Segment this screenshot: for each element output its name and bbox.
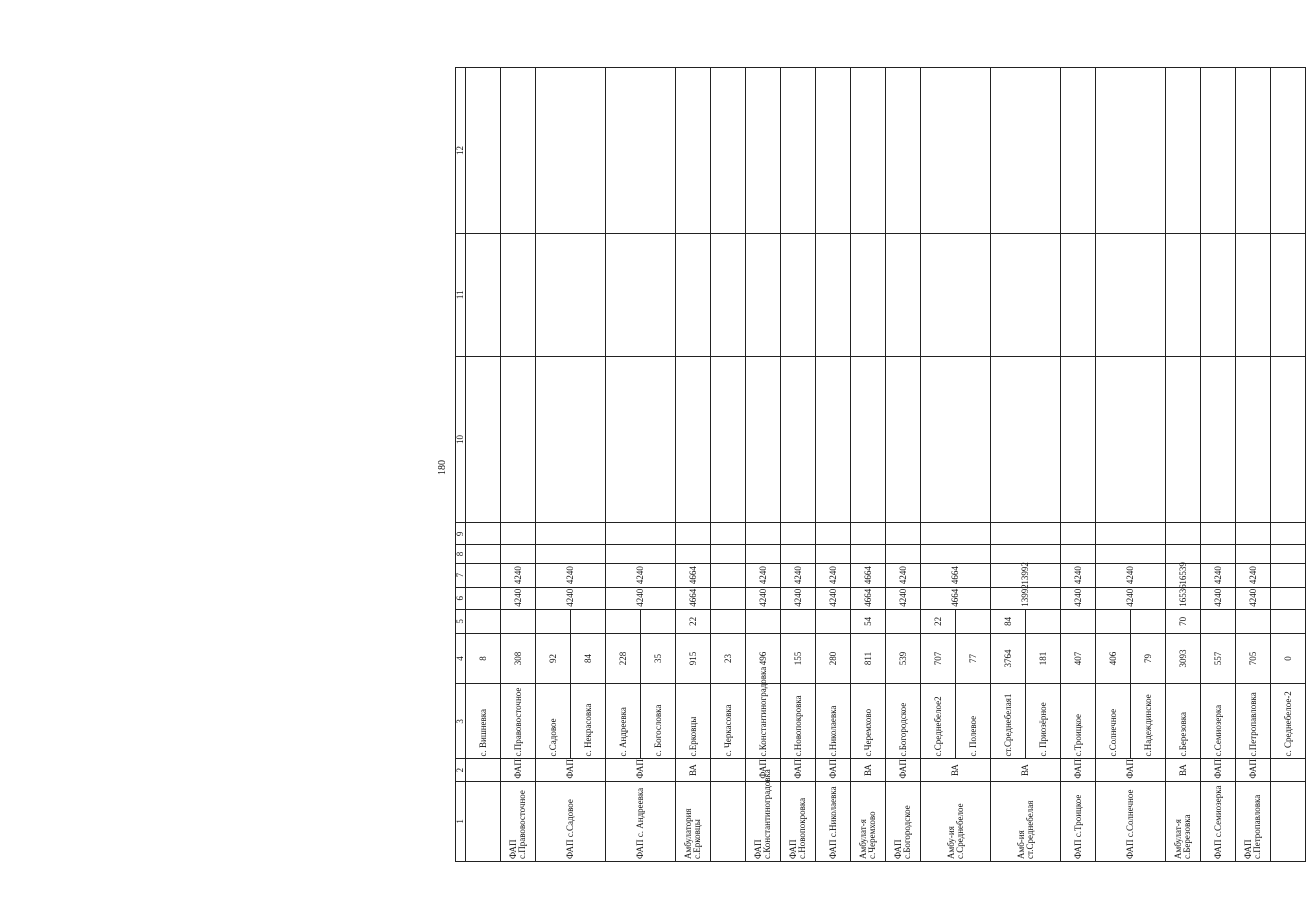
empty-cell: [1236, 356, 1271, 523]
empty-cell: [1061, 233, 1096, 356]
table-cell: 16536: [1166, 587, 1201, 609]
table-cell: ФАП: [746, 759, 781, 781]
table-cell: [1096, 609, 1131, 633]
empty-cell: [536, 68, 606, 234]
table-cell: с.Солнечное: [1096, 684, 1131, 759]
empty-cell: [606, 233, 676, 356]
table-cell: 181: [1026, 633, 1061, 683]
table-cell: 79: [1131, 633, 1166, 683]
empty-cell: [781, 545, 816, 563]
column-header: 10: [456, 356, 466, 523]
table-cell: [1026, 609, 1061, 633]
table-cell: 4664: [921, 587, 991, 609]
column-header: 4: [456, 633, 466, 683]
table-cell: 4240: [1236, 563, 1271, 587]
empty-cell: [1166, 523, 1201, 545]
empty-cell: [1236, 68, 1271, 234]
empty-cell: [991, 545, 1061, 563]
table-row: [746, 68, 781, 862]
empty-cell: [886, 523, 921, 545]
table-cell: с. Андреевка: [606, 684, 641, 759]
table-cell: ФАП с.Константиноградовка: [746, 781, 781, 861]
empty-cell: [851, 68, 886, 234]
table-cell: 23: [711, 633, 746, 683]
table-cell: 4240: [501, 563, 536, 587]
table-cell: с. Полевое: [956, 684, 991, 759]
table-row: [501, 68, 536, 862]
empty-cell: [1236, 545, 1271, 563]
table-cell: 22: [676, 609, 711, 633]
empty-cell: [466, 356, 501, 523]
table-cell: 84: [571, 633, 606, 683]
table-cell: 705: [1236, 633, 1271, 683]
empty-cell: [1061, 356, 1096, 523]
table-cell: [466, 781, 501, 861]
table-cell: 557: [1201, 633, 1236, 683]
column-header: 9: [456, 523, 466, 545]
column-header: 1: [456, 781, 466, 861]
table-cell: 8: [466, 633, 501, 683]
empty-cell: [676, 523, 711, 545]
table-cell: 4240: [781, 563, 816, 587]
table-cell: [711, 563, 746, 587]
table-cell: ВА: [851, 759, 886, 781]
empty-cell: [1236, 233, 1271, 356]
empty-cell: [1096, 356, 1166, 523]
table-cell: ФАП: [606, 759, 676, 781]
table-cell: 22: [921, 609, 956, 633]
table-cell: [711, 781, 746, 861]
empty-cell: [711, 356, 746, 523]
table-cell: 406: [1096, 633, 1131, 683]
empty-cell: [851, 545, 886, 563]
table-cell: [1236, 609, 1271, 633]
table-cell: Амб-ия ст.Среднебелая: [991, 781, 1061, 861]
table-row: [1271, 68, 1306, 862]
table-row: [711, 68, 746, 862]
empty-cell: [1096, 68, 1166, 234]
table-cell: с. Некрасовка: [571, 684, 606, 759]
empty-cell: [1061, 523, 1096, 545]
empty-cell: [1166, 233, 1201, 356]
empty-cell: [1061, 68, 1096, 234]
table-cell: 4240: [746, 587, 781, 609]
empty-cell: [746, 356, 781, 523]
table-cell: [466, 609, 501, 633]
column-header: 11: [456, 233, 466, 356]
empty-cell: [536, 233, 606, 356]
table-cell: 4240: [816, 587, 851, 609]
empty-cell: [816, 68, 851, 234]
table-cell: 54: [851, 609, 886, 633]
table-row: [1096, 68, 1131, 862]
column-header: 5: [456, 609, 466, 633]
table-cell: [1271, 587, 1306, 609]
table-cell: ФАП с.Правовосточное: [501, 781, 536, 861]
table-row: [1061, 68, 1096, 862]
empty-cell: [1271, 545, 1306, 563]
empty-cell: [676, 68, 711, 234]
table-cell: Амбулатория с.Ерковцы: [676, 781, 711, 861]
table-cell: ФАП с.Новопокровка: [781, 781, 816, 861]
column-header: 8: [456, 545, 466, 563]
table-cell: ФАП: [1096, 759, 1166, 781]
empty-cell: [606, 356, 676, 523]
table-cell: 811: [851, 633, 886, 683]
table-cell: 407: [1061, 633, 1096, 683]
column-header: 3: [456, 684, 466, 759]
empty-cell: [1271, 523, 1306, 545]
table-cell: с. Богословка: [641, 684, 676, 759]
table-cell: ФАП: [501, 759, 536, 781]
empty-cell: [746, 68, 781, 234]
table-cell: ВА: [991, 759, 1061, 781]
table-cell: ФАП с.Солнечное: [1096, 781, 1166, 861]
table-row: [676, 68, 711, 862]
empty-cell: [921, 233, 991, 356]
table-body: [456, 68, 1306, 862]
table-cell: [711, 587, 746, 609]
table-row: [1166, 68, 1201, 862]
empty-cell: [1201, 523, 1236, 545]
empty-cell: [501, 545, 536, 563]
table-cell: с.Среднебелое2: [921, 684, 956, 759]
table-cell: 4240: [1096, 587, 1166, 609]
table-cell: 70: [1166, 609, 1201, 633]
table-cell: с.Семиозерка: [1201, 684, 1236, 759]
table-row: [991, 68, 1026, 862]
column-header: 12: [456, 68, 466, 234]
table-cell: 228: [606, 633, 641, 683]
column-header: 2: [456, 759, 466, 781]
empty-cell: [606, 68, 676, 234]
empty-cell: [711, 545, 746, 563]
header-row: [456, 68, 466, 862]
table-cell: [1201, 609, 1236, 633]
empty-cell: [1201, 545, 1236, 563]
column-header: 7: [456, 563, 466, 587]
empty-cell: [606, 523, 676, 545]
empty-cell: [746, 545, 781, 563]
table-row: [886, 68, 921, 862]
table-cell: [1061, 609, 1096, 633]
empty-cell: [536, 545, 606, 563]
table-cell: ФАП: [1201, 759, 1236, 781]
table-cell: 4240: [886, 563, 921, 587]
table-cell: [781, 609, 816, 633]
table-cell: ФАП с.Семиозерка: [1201, 781, 1236, 861]
table-cell: [466, 759, 501, 781]
table-cell: 4240: [1201, 587, 1236, 609]
empty-cell: [1271, 233, 1306, 356]
empty-cell: [886, 545, 921, 563]
empty-cell: [886, 356, 921, 523]
empty-cell: [466, 233, 501, 356]
table-cell: 155: [781, 633, 816, 683]
empty-cell: [851, 233, 886, 356]
column-header: 6: [456, 587, 466, 609]
empty-cell: [781, 356, 816, 523]
table-cell: 16539: [1166, 563, 1201, 587]
table-cell: ФАП с.Садовое: [536, 781, 606, 861]
empty-cell: [991, 233, 1061, 356]
data-table: [455, 67, 1306, 862]
empty-cell: [921, 523, 991, 545]
empty-cell: [1201, 233, 1236, 356]
table-cell: 4664: [676, 587, 711, 609]
table-cell: ФАП: [886, 759, 921, 781]
table-cell: [536, 609, 571, 633]
empty-cell: [816, 545, 851, 563]
table-cell: ФАП: [781, 759, 816, 781]
empty-cell: [1096, 545, 1166, 563]
table-cell: [886, 609, 921, 633]
empty-cell: [816, 356, 851, 523]
empty-cell: [1271, 68, 1306, 234]
table-cell: с. Приозёрное: [1026, 684, 1061, 759]
empty-cell: [501, 68, 536, 234]
table-cell: ФАП с.Петропавловка: [1236, 781, 1271, 861]
table-cell: [501, 609, 536, 633]
table-cell: 4240: [536, 563, 606, 587]
table-row: [781, 68, 816, 862]
table-cell: с.Троицкое: [1061, 684, 1096, 759]
empty-cell: [816, 233, 851, 356]
table-cell: 4664: [851, 563, 886, 587]
table-cell: 539: [886, 633, 921, 683]
table-row: [851, 68, 886, 862]
empty-cell: [1061, 545, 1096, 563]
table-cell: с.Ерковцы: [676, 684, 711, 759]
table-cell: Амбулат-я с.Черемхово: [851, 781, 886, 861]
empty-cell: [851, 523, 886, 545]
table-cell: [1271, 759, 1306, 781]
table-cell: [956, 609, 991, 633]
table-cell: с. Среднебелое-2: [1271, 684, 1306, 759]
empty-cell: [1271, 356, 1306, 523]
table-cell: [816, 609, 851, 633]
empty-cell: [466, 523, 501, 545]
table-cell: с.Надеждинское: [1131, 684, 1166, 759]
table-cell: ФАП с.Богородское: [886, 781, 921, 861]
table-cell: ст.Среднебелая1: [991, 684, 1026, 759]
table-cell: Амбулат-я с.Березовка: [1166, 781, 1201, 861]
table-cell: с.Петропавловка: [1236, 684, 1271, 759]
table-cell: ВА: [1166, 759, 1201, 781]
table-cell: 4664: [851, 587, 886, 609]
table-cell: 3764: [991, 633, 1026, 683]
table-cell: 84: [991, 609, 1026, 633]
table-cell: [466, 563, 501, 587]
empty-cell: [536, 523, 606, 545]
empty-cell: [851, 356, 886, 523]
table-cell: [571, 609, 606, 633]
table-cell: 13992: [991, 563, 1061, 587]
table-cell: [711, 609, 746, 633]
table-cell: [1271, 781, 1306, 861]
empty-cell: [746, 233, 781, 356]
empty-cell: [816, 523, 851, 545]
empty-cell: [781, 523, 816, 545]
empty-cell: [501, 356, 536, 523]
empty-cell: [886, 68, 921, 234]
empty-cell: [536, 356, 606, 523]
table-cell: 4664: [921, 563, 991, 587]
table-cell: 77: [956, 633, 991, 683]
empty-cell: [921, 356, 991, 523]
table-cell: с.Новопокровка: [781, 684, 816, 759]
table-cell: с.Николаевка: [816, 684, 851, 759]
empty-cell: [676, 233, 711, 356]
table-cell: ФАП: [536, 759, 606, 781]
empty-cell: [781, 68, 816, 234]
table-cell: [746, 609, 781, 633]
empty-cell: [1096, 233, 1166, 356]
table-row: [921, 68, 956, 862]
table-cell: 4240: [606, 563, 676, 587]
table-cell: с.Садовое: [536, 684, 571, 759]
table-cell: [606, 609, 641, 633]
table-cell: с. Черкасовка: [711, 684, 746, 759]
table-cell: с.Черемхово: [851, 684, 886, 759]
table-cell: 4240: [886, 587, 921, 609]
empty-cell: [1201, 68, 1236, 234]
table-cell: 915: [676, 633, 711, 683]
empty-cell: [1096, 523, 1166, 545]
table-cell: 92: [536, 633, 571, 683]
table-cell: 4240: [1236, 587, 1271, 609]
table-cell: 0: [1271, 633, 1306, 683]
table-cell: 4240: [501, 587, 536, 609]
table-cell: 4240: [1061, 587, 1096, 609]
empty-cell: [711, 233, 746, 356]
table-cell: с. Вишневка: [466, 684, 501, 759]
empty-cell: [676, 356, 711, 523]
empty-cell: [991, 68, 1061, 234]
table-cell: ФАП: [1236, 759, 1271, 781]
table-cell: ФАП с.Троицкое: [1061, 781, 1096, 861]
table-cell: 35: [641, 633, 676, 683]
table-row: [466, 68, 501, 862]
page-number: 180: [437, 460, 448, 475]
table-row: [1201, 68, 1236, 862]
table-cell: 4240: [536, 587, 606, 609]
table-row: [816, 68, 851, 862]
table-cell: ФАП: [816, 759, 851, 781]
empty-cell: [501, 233, 536, 356]
table-cell: 4240: [606, 587, 676, 609]
table-cell: 4240: [816, 563, 851, 587]
table-cell: 280: [816, 633, 851, 683]
table-cell: 308: [501, 633, 536, 683]
table-cell: [1131, 609, 1166, 633]
table-cell: с.Правовосточное: [501, 684, 536, 759]
table-row: [1236, 68, 1271, 862]
table-cell: ФАП с.Николаевка: [816, 781, 851, 861]
table-cell: 4240: [1201, 563, 1236, 587]
table-cell: с.Константиноградовка: [746, 684, 781, 759]
empty-cell: [711, 68, 746, 234]
empty-cell: [466, 68, 501, 234]
empty-cell: [991, 356, 1061, 523]
empty-cell: [466, 545, 501, 563]
empty-cell: [606, 545, 676, 563]
table-cell: 4664: [676, 563, 711, 587]
empty-cell: [886, 233, 921, 356]
table-cell: [711, 759, 746, 781]
empty-cell: [501, 523, 536, 545]
table-cell: ВА: [921, 759, 991, 781]
table-cell: с.Березовка: [1166, 684, 1201, 759]
table-cell: 4240: [781, 587, 816, 609]
table-cell: [1271, 563, 1306, 587]
table-cell: [1271, 609, 1306, 633]
table-cell: 707: [921, 633, 956, 683]
table-cell: ВА: [676, 759, 711, 781]
empty-cell: [746, 523, 781, 545]
table-cell: 13992: [991, 587, 1061, 609]
empty-cell: [921, 68, 991, 234]
empty-cell: [991, 523, 1061, 545]
table-cell: с.Богородское: [886, 684, 921, 759]
table-cell: ФАП с. Андреевка: [606, 781, 676, 861]
table-row: [536, 68, 571, 862]
empty-cell: [781, 233, 816, 356]
table-cell: [641, 609, 676, 633]
table-cell: ФАП: [1061, 759, 1096, 781]
table-cell: 4240: [1096, 563, 1166, 587]
table-cell: Амбу-ия с.Среднебелое: [921, 781, 991, 861]
table-cell: 496: [746, 633, 781, 683]
table-row: [606, 68, 641, 862]
empty-cell: [1166, 356, 1201, 523]
table-cell: 3093: [1166, 633, 1201, 683]
empty-cell: [1236, 523, 1271, 545]
table-cell: 4240: [746, 563, 781, 587]
empty-cell: [711, 523, 746, 545]
empty-cell: [1166, 545, 1201, 563]
table-cell: [466, 587, 501, 609]
empty-cell: [1201, 356, 1236, 523]
empty-cell: [1166, 68, 1201, 234]
empty-cell: [921, 545, 991, 563]
empty-cell: [676, 545, 711, 563]
table-cell: 4240: [1061, 563, 1096, 587]
